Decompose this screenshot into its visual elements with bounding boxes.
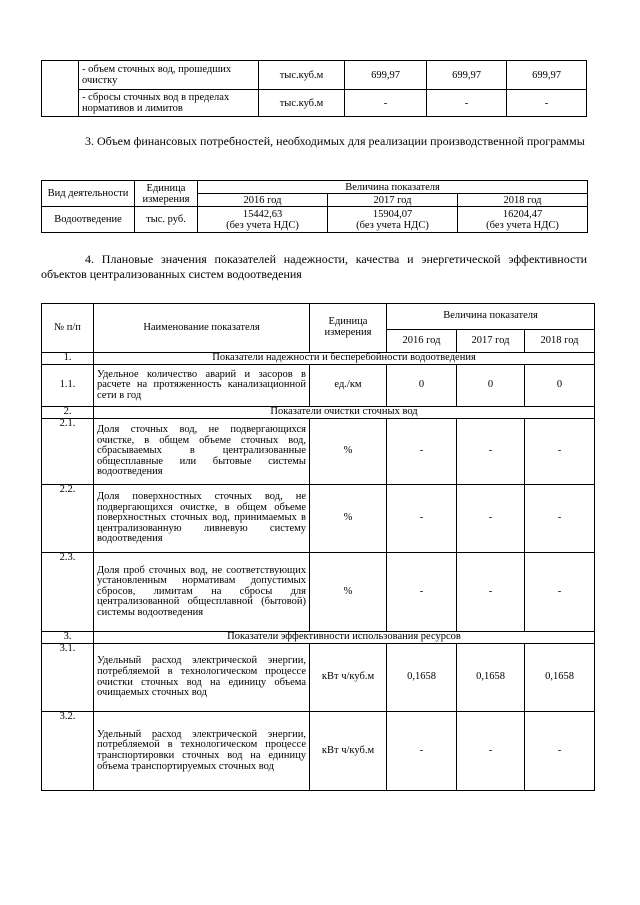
- row-value: -: [387, 553, 457, 632]
- table-cell-name: - сбросы сточных вод в пределах нормативов и лимитов: [79, 90, 259, 117]
- row-unit: %: [310, 485, 387, 553]
- row-name: Доля поверхностных сточных вод, не подвергающихся очистке, в общем объеме поверхностных сточных вод, принимаемых в централизованную ливневую систему водоотведения: [94, 485, 310, 553]
- row-name: Доля сточных вод, не подвергающихся очистке, в общем объеме сточных вод, сбрасываемых в централизованные общесплавные или бытовые системы водоотведения: [94, 419, 310, 485]
- financial-needs-table: [41, 180, 588, 233]
- row-value: -: [387, 485, 457, 553]
- indicators-table: [41, 303, 595, 791]
- table-cell-unit: тыс.куб.м: [259, 90, 345, 117]
- header-year-2016: 2016 год: [387, 330, 457, 353]
- row-num: 1.1.: [42, 365, 94, 407]
- row-value: 0: [457, 365, 525, 407]
- header-activity: Вид деятельности: [42, 181, 135, 207]
- header-year-2017: 2017 год: [457, 330, 525, 353]
- value-2017: 15904,07: [372, 208, 413, 220]
- value-2018: 16204,47: [502, 208, 543, 220]
- row-num: 2.3.: [42, 553, 94, 632]
- header-year-2016: 2016 год: [198, 194, 328, 207]
- table-cell-unit: тыс. руб.: [135, 207, 198, 233]
- row-value: -: [525, 485, 595, 553]
- section-num: 1.: [42, 353, 94, 365]
- table-cell-value: 699,97: [507, 61, 587, 90]
- table-row: [42, 485, 595, 553]
- table-row: [42, 712, 595, 791]
- row-num: 2.2.: [42, 485, 94, 553]
- table-cell-value: -: [345, 90, 427, 117]
- table-row: [42, 644, 595, 712]
- table-header-row: [42, 181, 588, 194]
- value-note: (без учета НДС): [356, 219, 429, 231]
- section-num: 3.: [42, 632, 94, 644]
- section-3-heading: 3. Объем финансовых потребностей, необходимых для реализации производственной программы: [85, 134, 585, 148]
- row-value: -: [457, 553, 525, 632]
- value-2016: 15442,63: [242, 208, 283, 220]
- row-value: 0,1658: [457, 644, 525, 712]
- table-cell-value: 699,97: [345, 61, 427, 90]
- header-value: Величина показателя: [387, 304, 595, 330]
- section-title: Показатели надежности и бесперебойности водоотведения: [94, 353, 595, 365]
- row-value: -: [457, 419, 525, 485]
- section-row: [42, 407, 595, 419]
- header-unit: Единица измерения: [135, 181, 198, 207]
- table-cell-name: - объем сточных вод, прошедших очистку: [79, 61, 259, 90]
- table-row: [42, 90, 587, 117]
- row-unit: кВт ч/куб.м: [310, 712, 387, 791]
- row-name: Удельный расход электрической энергии, потребляемой в технологическом процессе очистки сточных вод на единицу объема очищаемых сточных вод: [94, 644, 310, 712]
- header-name: Наименование показателя: [94, 304, 310, 353]
- row-value: -: [457, 485, 525, 553]
- section-title: Показатели очистки сточных вод: [94, 407, 595, 419]
- table-cell-value: [198, 207, 328, 233]
- row-num: 2.1.: [42, 419, 94, 485]
- row-name: Доля проб сточных вод, не соответствующих установленным нормативам допустимых сбросов, лимитам на сбросы для централизованной общесплавной (бытовой) системы водоотведения: [94, 553, 310, 632]
- table-header-row: [42, 304, 595, 330]
- section-4-heading: 4. Плановые значения показателей надежности, качества и энергетической эффективности объектов централизованных систем водоотведения: [41, 252, 587, 281]
- table-cell-value: 699,97: [427, 61, 507, 90]
- row-value: 0,1658: [387, 644, 457, 712]
- row-value: 0: [387, 365, 457, 407]
- top-indicators-table: [41, 60, 587, 117]
- table-row: [42, 207, 588, 233]
- value-note: (без учета НДС): [226, 219, 299, 231]
- table-row: [42, 419, 595, 485]
- row-unit: %: [310, 553, 387, 632]
- section-num: 2.: [42, 407, 94, 419]
- table-cell-value: [328, 207, 458, 233]
- value-note: (без учета НДС): [486, 219, 559, 231]
- header-num: № п/п: [42, 304, 94, 353]
- table-row: [42, 61, 587, 90]
- row-name: Удельное количество аварий и засоров в расчете на протяженность канализационной сети в год: [94, 365, 310, 407]
- table-cell-value: -: [427, 90, 507, 117]
- header-year-2018: 2018 год: [458, 194, 588, 207]
- row-value: -: [387, 419, 457, 485]
- row-unit: %: [310, 419, 387, 485]
- header-value: Величина показателя: [198, 181, 588, 194]
- row-num: 3.2.: [42, 712, 94, 791]
- row-value: -: [525, 712, 595, 791]
- row-value: -: [525, 419, 595, 485]
- header-year-2018: 2018 год: [525, 330, 595, 353]
- row-value: -: [525, 553, 595, 632]
- table-row: [42, 365, 595, 407]
- table-cell-empty: [42, 61, 79, 117]
- row-unit: ед./км: [310, 365, 387, 407]
- row-name: Удельный расход электрической энергии, потребляемой в технологическом процессе транспортировки сточных вод на единицу объема транспортируемых сточных вод: [94, 712, 310, 791]
- header-unit: Единица измерения: [310, 304, 387, 353]
- section-row: [42, 353, 595, 365]
- table-cell-value: -: [507, 90, 587, 117]
- row-value: 0: [525, 365, 595, 407]
- table-row: [42, 553, 595, 632]
- header-year-2017: 2017 год: [328, 194, 458, 207]
- table-cell-unit: тыс.куб.м: [259, 61, 345, 90]
- row-num: 3.1.: [42, 644, 94, 712]
- table-cell-activity: Водоотведение: [42, 207, 135, 233]
- row-value: 0,1658: [525, 644, 595, 712]
- row-value: -: [457, 712, 525, 791]
- section-row: [42, 632, 595, 644]
- row-unit: кВт ч/куб.м: [310, 644, 387, 712]
- section-title: Показатели эффективности использования ресурсов: [94, 632, 595, 644]
- row-value: -: [387, 712, 457, 791]
- table-cell-value: [458, 207, 588, 233]
